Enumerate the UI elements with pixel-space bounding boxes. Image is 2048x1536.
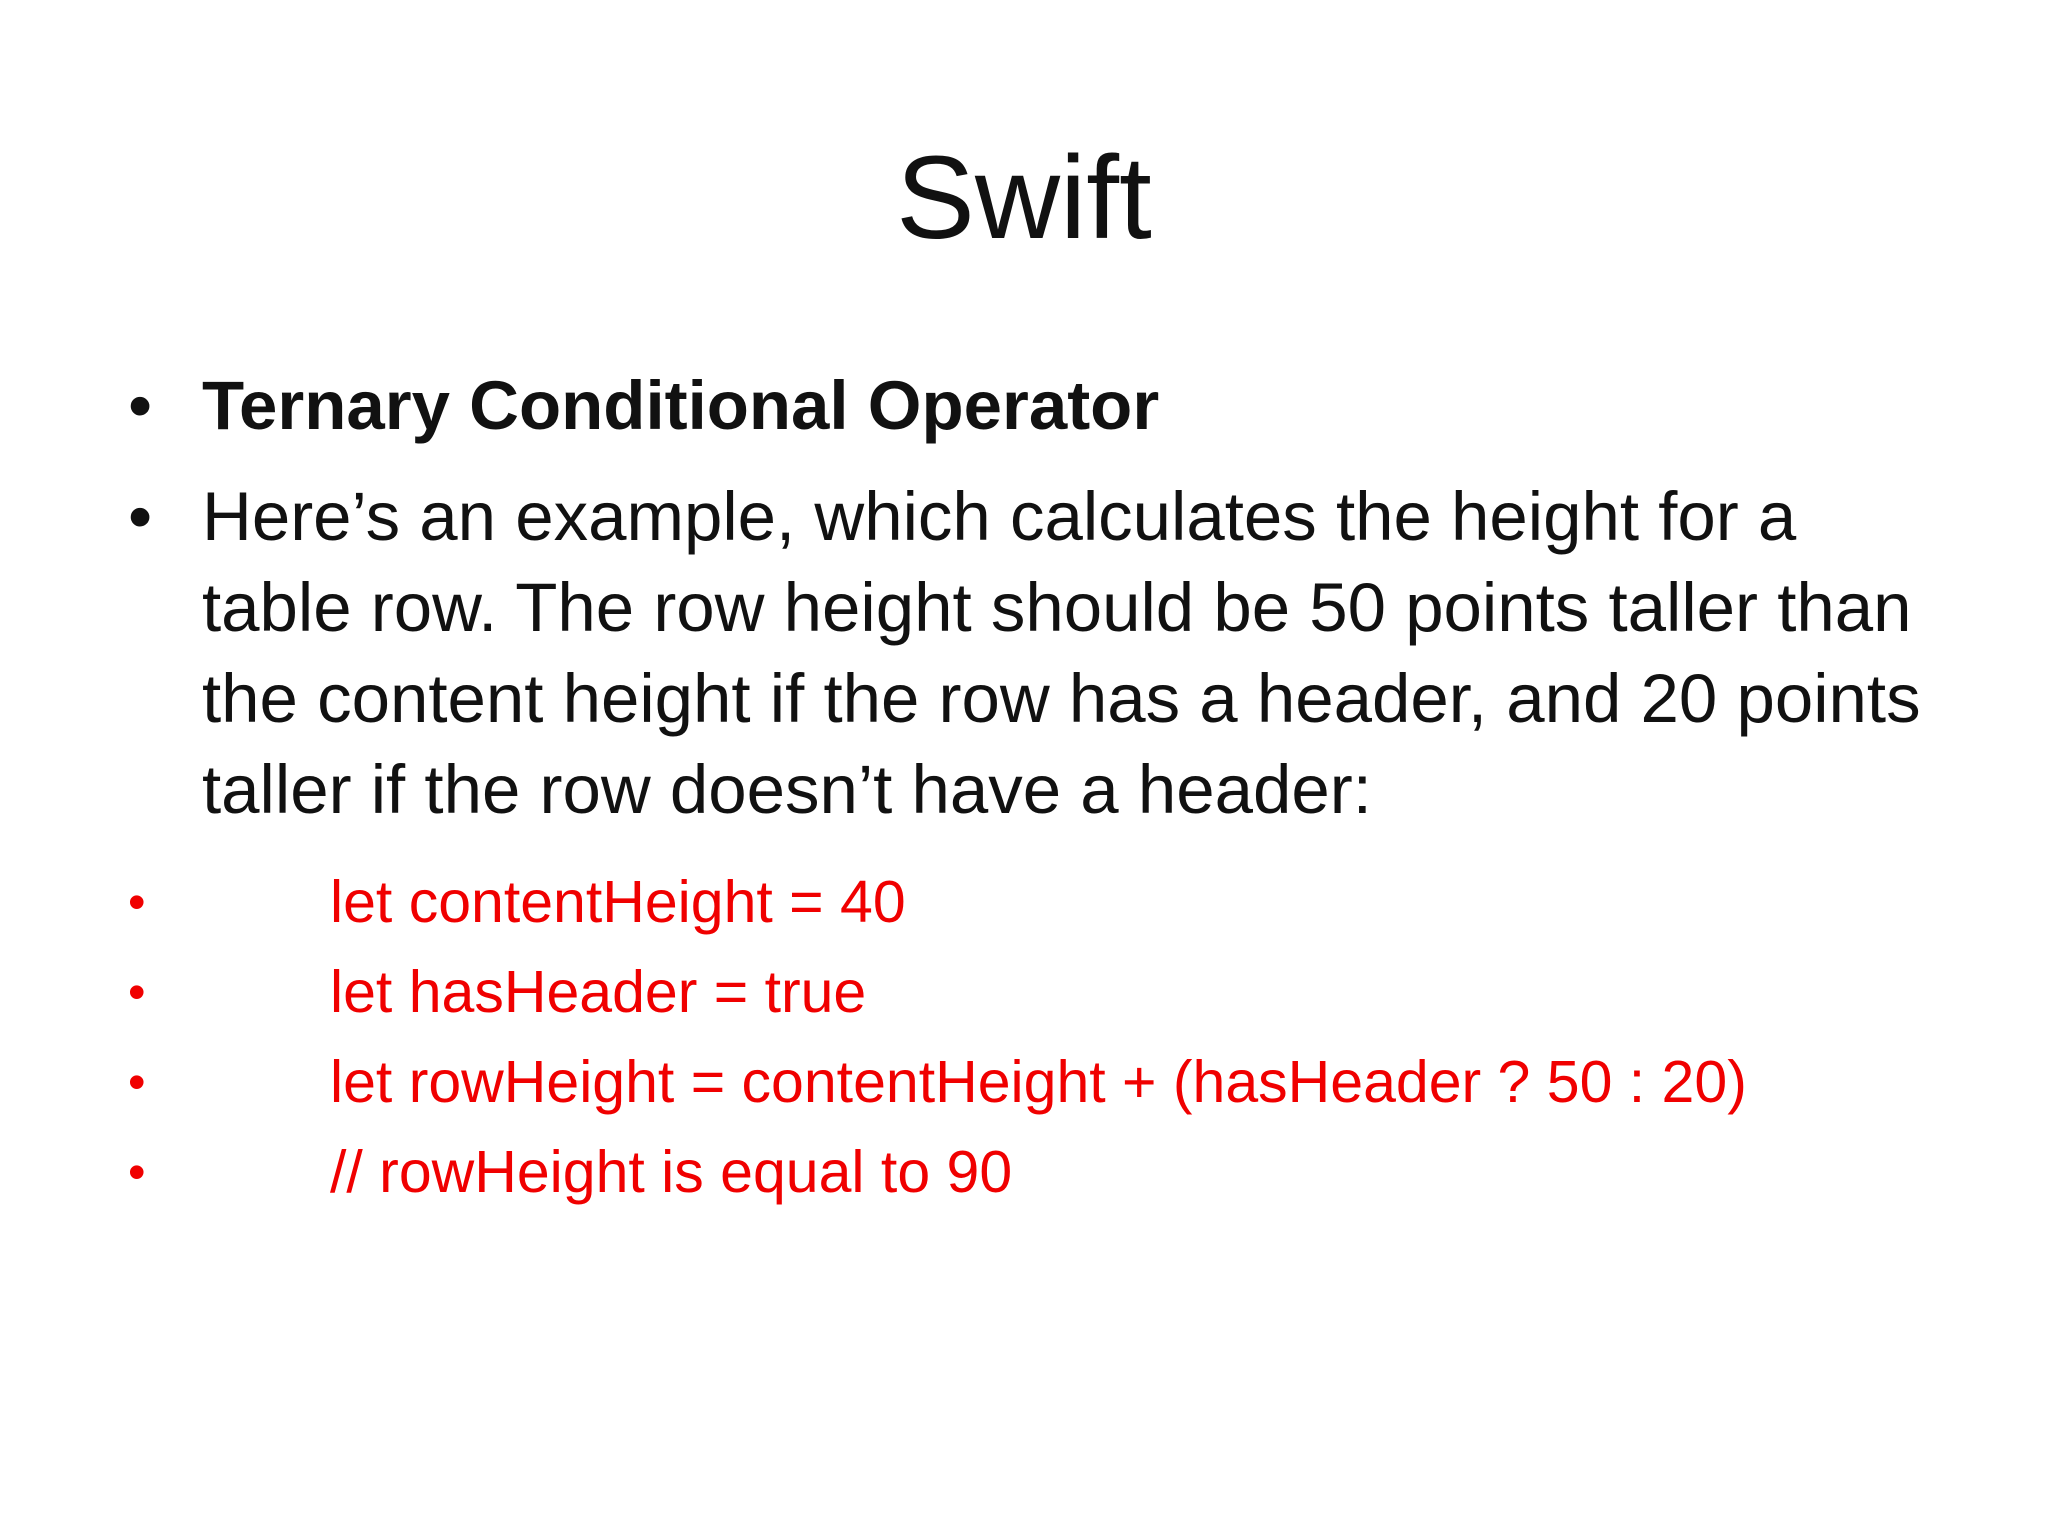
bullet-list <box>0 360 2048 1217</box>
bullet-text: Ternary Conditional Operator <box>202 367 1160 444</box>
bullet-item-heading <box>0 360 2048 451</box>
code-text: let contentHeight = 40 <box>330 869 906 935</box>
bullet-icon: • <box>128 964 146 1020</box>
bullet-text: Here’s an example, which calculates the height for a table row. The row height should be 50 points taller than the content height if the row has a header, and 20 points taller if the row doesn’t have a header: <box>202 478 1921 828</box>
bullet-icon: • <box>128 1054 146 1110</box>
bullet-icon: • <box>128 367 153 444</box>
bullet-item-description <box>0 471 2048 835</box>
bullet-icon: • <box>128 478 153 555</box>
code-line <box>0 1037 2048 1127</box>
code-line <box>0 857 2048 947</box>
code-text: let hasHeader = true <box>330 959 867 1025</box>
bullet-icon: • <box>128 874 146 930</box>
slide-title: Swift <box>896 132 1152 264</box>
code-text: let rowHeight = contentHeight + (hasHeader ? 50 : 20) <box>330 1049 1747 1115</box>
code-line <box>0 947 2048 1037</box>
code-text: // rowHeight is equal to 90 <box>330 1139 1013 1205</box>
code-line <box>0 1127 2048 1217</box>
bullet-icon: • <box>128 1144 146 1200</box>
